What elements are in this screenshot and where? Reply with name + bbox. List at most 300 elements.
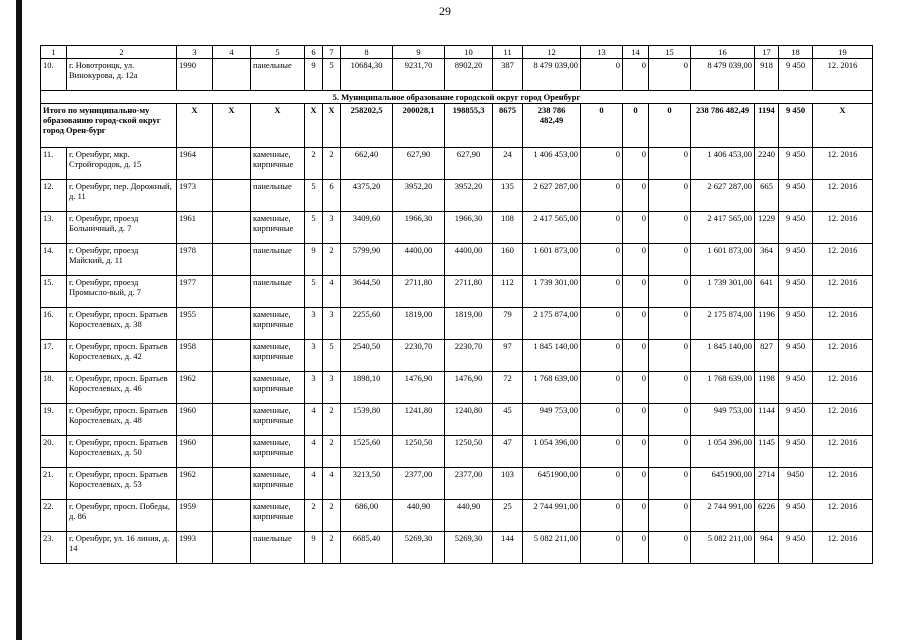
row-number: 12. [41, 180, 67, 212]
table-row [41, 212, 873, 244]
living-area-cell: 9231,70 [393, 59, 445, 91]
limit-cost-cell: 9 450 [779, 532, 813, 564]
local-budget-cell: 0 [649, 468, 691, 500]
table-row [41, 180, 873, 212]
fund-cell: 0 [581, 180, 623, 212]
column-number: 12 [523, 46, 581, 59]
column-number: 8 [341, 46, 393, 59]
material-cell: каменные, кирпичные [251, 372, 305, 404]
entrances-cell: 4 [323, 276, 341, 308]
table-row [41, 468, 873, 500]
residential-area-cell: 627,90 [445, 148, 493, 180]
total-value: 0 [581, 104, 623, 148]
address-cell: г. Оренбург, мкр. Стройгородок, д. 15 [67, 148, 177, 180]
budget-cell: 0 [623, 404, 649, 436]
cost-cell: 949 753,00 [523, 404, 581, 436]
column-number: 9 [393, 46, 445, 59]
cost-cell: 1 845 140,00 [523, 340, 581, 372]
year-cell: 1962 [177, 468, 213, 500]
address-cell: г. Оренбург, просп. Братьев Коростелевых, д. 53 [67, 468, 177, 500]
living-area-cell: 1250,50 [393, 436, 445, 468]
deadline-cell: 12. 2016 [813, 404, 873, 436]
living-area-cell: 1966,30 [393, 212, 445, 244]
deadline-cell: 12. 2016 [813, 244, 873, 276]
limit-cost-cell: 9 450 [779, 404, 813, 436]
row-number: 11. [41, 148, 67, 180]
column-number: 2 [67, 46, 177, 59]
floors-cell: 4 [305, 436, 323, 468]
entrances-cell: 2 [323, 532, 341, 564]
residential-area-cell: 1966,30 [445, 212, 493, 244]
table-row [41, 148, 873, 180]
total-area-cell: 662,40 [341, 148, 393, 180]
total-cost-cell: 1 054 396,00 [691, 436, 755, 468]
total-value: 1194 [755, 104, 779, 148]
column-number: 10 [445, 46, 493, 59]
unit-cost-cell: 641 [755, 276, 779, 308]
address-cell: г. Оренбург, проезд Майский, д. 11 [67, 244, 177, 276]
residential-area-cell: 1476,90 [445, 372, 493, 404]
floors-cell: 3 [305, 372, 323, 404]
year-cell: 1993 [177, 532, 213, 564]
residential-area-cell: 3952,20 [445, 180, 493, 212]
year-cell: 1962 [177, 372, 213, 404]
budget-cell: 0 [623, 372, 649, 404]
living-area-cell: 4400,00 [393, 244, 445, 276]
residential-area-cell: 2230,70 [445, 340, 493, 372]
address-cell: г. Оренбург, просп. Братьев Коростелевых, д. 38 [67, 308, 177, 340]
fund-cell: 0 [581, 372, 623, 404]
residents-cell: 387 [493, 59, 523, 91]
deadline-cell: 12. 2016 [813, 468, 873, 500]
total-area-cell: 2255,60 [341, 308, 393, 340]
entrances-cell: 2 [323, 148, 341, 180]
floors-cell: 5 [305, 276, 323, 308]
total-cost-cell: 2 417 565,00 [691, 212, 755, 244]
entrances-cell: 5 [323, 59, 341, 91]
total-area-cell: 3213,50 [341, 468, 393, 500]
residents-cell: 72 [493, 372, 523, 404]
living-area-cell: 2377,00 [393, 468, 445, 500]
cost-cell: 6451900,00 [523, 468, 581, 500]
limit-cost-cell: 9 450 [779, 276, 813, 308]
floors-cell: 9 [305, 59, 323, 91]
cost-cell: 1 601 873,00 [523, 244, 581, 276]
address-cell: г. Оренбург, просп. Братьев Коростелевых, д. 46 [67, 372, 177, 404]
address-cell: г. Оренбург, просп. Братьев Коростелевых, д. 50 [67, 436, 177, 468]
total-area-cell: 2540,50 [341, 340, 393, 372]
row-number: 21. [41, 468, 67, 500]
address-cell: г. Оренбург, просп. Братьев Коростелевых, д. 42 [67, 340, 177, 372]
deadline-cell: 12. 2016 [813, 180, 873, 212]
empty-cell [213, 372, 251, 404]
residential-area-cell: 4400,00 [445, 244, 493, 276]
table-row [41, 532, 873, 564]
fund-cell: 0 [581, 404, 623, 436]
residential-area-cell: 2377,00 [445, 468, 493, 500]
deadline-cell: 12. 2016 [813, 59, 873, 91]
residents-cell: 103 [493, 468, 523, 500]
fund-cell: 0 [581, 436, 623, 468]
cost-cell: 5 082 211,00 [523, 532, 581, 564]
unit-cost-cell: 1198 [755, 372, 779, 404]
total-value: 238 786 482,49 [523, 104, 581, 148]
budget-cell: 0 [623, 340, 649, 372]
local-budget-cell: 0 [649, 340, 691, 372]
total-value: 9 450 [779, 104, 813, 148]
deadline-cell: 12. 2016 [813, 532, 873, 564]
housing-register-table [40, 45, 873, 564]
row-number: 17. [41, 340, 67, 372]
total-value: 238 786 482,49 [691, 104, 755, 148]
budget-cell: 0 [623, 468, 649, 500]
fund-cell: 0 [581, 308, 623, 340]
total-cost-cell: 1 739 301,00 [691, 276, 755, 308]
limit-cost-cell: 9 450 [779, 212, 813, 244]
floors-cell: 3 [305, 340, 323, 372]
cost-cell: 2 175 874,00 [523, 308, 581, 340]
unit-cost-cell: 6226 [755, 500, 779, 532]
column-number: 16 [691, 46, 755, 59]
entrances-cell: 3 [323, 308, 341, 340]
year-cell: 1977 [177, 276, 213, 308]
budget-cell: 0 [623, 436, 649, 468]
cost-cell: 1 406 453,00 [523, 148, 581, 180]
unit-cost-cell: 1196 [755, 308, 779, 340]
residential-area-cell: 1250,50 [445, 436, 493, 468]
empty-cell [213, 59, 251, 91]
row-number: 14. [41, 244, 67, 276]
local-budget-cell: 0 [649, 212, 691, 244]
material-cell: каменные, кирпичные [251, 340, 305, 372]
budget-cell: 0 [623, 180, 649, 212]
cost-cell: 1 739 301,00 [523, 276, 581, 308]
local-budget-cell: 0 [649, 308, 691, 340]
address-cell: г. Оренбург, проезд Промысло-вый, д. 7 [67, 276, 177, 308]
total-area-cell: 1898,10 [341, 372, 393, 404]
cost-cell: 2 744 991,00 [523, 500, 581, 532]
address-cell: г. Новотроицк, ул. Винокурова, д. 12а [67, 59, 177, 91]
total-cost-cell: 2 627 287,00 [691, 180, 755, 212]
address-cell: г. Оренбург, пер. Дорожный, д. 11 [67, 180, 177, 212]
residents-cell: 25 [493, 500, 523, 532]
total-area-cell: 1525,60 [341, 436, 393, 468]
address-cell: г. Оренбург, ул. 16 линия, д. 14 [67, 532, 177, 564]
residential-area-cell: 1819,00 [445, 308, 493, 340]
row-number: 23. [41, 532, 67, 564]
floors-cell: 2 [305, 500, 323, 532]
fund-cell: 0 [581, 212, 623, 244]
unit-cost-cell: 665 [755, 180, 779, 212]
residents-cell: 45 [493, 404, 523, 436]
empty-cell [213, 148, 251, 180]
total-label: Итого по муниципально-му образованию город-ской округ город Орен-бург [41, 104, 177, 148]
floors-cell: 3 [305, 308, 323, 340]
row-number: 15. [41, 276, 67, 308]
material-cell: панельные [251, 180, 305, 212]
material-cell: каменные, кирпичные [251, 212, 305, 244]
budget-cell: 0 [623, 59, 649, 91]
material-cell: каменные, кирпичные [251, 404, 305, 436]
material-cell: каменные, кирпичные [251, 308, 305, 340]
budget-cell: 0 [623, 276, 649, 308]
empty-cell [213, 244, 251, 276]
deadline-cell: 12. 2016 [813, 500, 873, 532]
empty-cell [213, 500, 251, 532]
floors-cell: 2 [305, 148, 323, 180]
residential-area-cell: 8902,20 [445, 59, 493, 91]
column-number: 11 [493, 46, 523, 59]
total-cost-cell: 6451900,00 [691, 468, 755, 500]
total-value: X [251, 104, 305, 148]
fund-cell: 0 [581, 59, 623, 91]
column-number: 19 [813, 46, 873, 59]
material-cell: панельные [251, 532, 305, 564]
budget-cell: 0 [623, 500, 649, 532]
floors-cell: 5 [305, 180, 323, 212]
living-area-cell: 2711,80 [393, 276, 445, 308]
local-budget-cell: 0 [649, 276, 691, 308]
table-row [41, 59, 873, 91]
table-row [41, 404, 873, 436]
limit-cost-cell: 9 450 [779, 436, 813, 468]
limit-cost-cell: 9 450 [779, 180, 813, 212]
total-cost-cell: 8 479 039,00 [691, 59, 755, 91]
unit-cost-cell: 827 [755, 340, 779, 372]
living-area-cell: 1819,00 [393, 308, 445, 340]
total-cost-cell: 2 744 991,00 [691, 500, 755, 532]
limit-cost-cell: 9 450 [779, 244, 813, 276]
material-cell: каменные, кирпичные [251, 436, 305, 468]
cost-cell: 1 768 639,00 [523, 372, 581, 404]
entrances-cell: 5 [323, 340, 341, 372]
address-cell: г. Оренбург, проезд Больничный, д. 7 [67, 212, 177, 244]
local-budget-cell: 0 [649, 404, 691, 436]
limit-cost-cell: 9 450 [779, 148, 813, 180]
total-area-cell: 1539,80 [341, 404, 393, 436]
entrances-cell: 2 [323, 500, 341, 532]
column-number: 17 [755, 46, 779, 59]
entrances-cell: 3 [323, 372, 341, 404]
table-row [41, 276, 873, 308]
year-cell: 1959 [177, 500, 213, 532]
residents-cell: 108 [493, 212, 523, 244]
unit-cost-cell: 918 [755, 59, 779, 91]
row-number: 22. [41, 500, 67, 532]
floors-cell: 5 [305, 212, 323, 244]
table-row [41, 372, 873, 404]
cost-cell: 2 627 287,00 [523, 180, 581, 212]
residents-cell: 47 [493, 436, 523, 468]
material-cell: каменные, кирпичные [251, 500, 305, 532]
residents-cell: 144 [493, 532, 523, 564]
living-area-cell: 440,90 [393, 500, 445, 532]
total-value: 8675 [493, 104, 523, 148]
deadline-cell: 12. 2016 [813, 308, 873, 340]
budget-cell: 0 [623, 244, 649, 276]
limit-cost-cell: 9450 [779, 468, 813, 500]
year-cell: 1955 [177, 308, 213, 340]
local-budget-cell: 0 [649, 500, 691, 532]
total-area-cell: 3644,50 [341, 276, 393, 308]
budget-cell: 0 [623, 308, 649, 340]
empty-cell [213, 468, 251, 500]
total-cost-cell: 1 601 873,00 [691, 244, 755, 276]
address-cell: г. Оренбург, просп. Победы, д. 86 [67, 500, 177, 532]
year-cell: 1978 [177, 244, 213, 276]
row-number: 16. [41, 308, 67, 340]
total-value: X [305, 104, 323, 148]
deadline-cell: 12. 2016 [813, 436, 873, 468]
local-budget-cell: 0 [649, 372, 691, 404]
floors-cell: 4 [305, 468, 323, 500]
floors-cell: 4 [305, 404, 323, 436]
unit-cost-cell: 364 [755, 244, 779, 276]
local-budget-cell: 0 [649, 180, 691, 212]
residents-cell: 160 [493, 244, 523, 276]
local-budget-cell: 0 [649, 244, 691, 276]
empty-cell [213, 436, 251, 468]
row-number: 20. [41, 436, 67, 468]
total-area-cell: 10684,30 [341, 59, 393, 91]
column-number: 1 [41, 46, 67, 59]
unit-cost-cell: 964 [755, 532, 779, 564]
total-value: 198855,3 [445, 104, 493, 148]
local-budget-cell: 0 [649, 59, 691, 91]
entrances-cell: 6 [323, 180, 341, 212]
material-cell: панельные [251, 244, 305, 276]
deadline-cell: 12. 2016 [813, 212, 873, 244]
row-number: 19. [41, 404, 67, 436]
total-value: X [813, 104, 873, 148]
cost-cell: 2 417 565,00 [523, 212, 581, 244]
total-area-cell: 6685,40 [341, 532, 393, 564]
unit-cost-cell: 1145 [755, 436, 779, 468]
column-number: 18 [779, 46, 813, 59]
budget-cell: 0 [623, 148, 649, 180]
living-area-cell: 1476,90 [393, 372, 445, 404]
fund-cell: 0 [581, 276, 623, 308]
column-number: 6 [305, 46, 323, 59]
residents-cell: 97 [493, 340, 523, 372]
table-row [41, 436, 873, 468]
fund-cell: 0 [581, 340, 623, 372]
limit-cost-cell: 9 450 [779, 340, 813, 372]
limit-cost-cell: 9 450 [779, 500, 813, 532]
year-cell: 1960 [177, 436, 213, 468]
fund-cell: 0 [581, 148, 623, 180]
living-area-cell: 627,90 [393, 148, 445, 180]
fund-cell: 0 [581, 532, 623, 564]
living-area-cell: 2230,70 [393, 340, 445, 372]
deadline-cell: 12. 2016 [813, 276, 873, 308]
column-number: 13 [581, 46, 623, 59]
empty-cell [213, 308, 251, 340]
empty-cell [213, 180, 251, 212]
page-number: 29 [439, 4, 451, 18]
empty-cell [213, 404, 251, 436]
residential-area-cell: 440,90 [445, 500, 493, 532]
year-cell: 1973 [177, 180, 213, 212]
fund-cell: 0 [581, 244, 623, 276]
living-area-cell: 5269,30 [393, 532, 445, 564]
total-value: X [323, 104, 341, 148]
residents-cell: 112 [493, 276, 523, 308]
material-cell: панельные [251, 276, 305, 308]
fund-cell: 0 [581, 500, 623, 532]
residential-area-cell: 2711,80 [445, 276, 493, 308]
column-number: 5 [251, 46, 305, 59]
section-title: 5. Муниципальное образование городской округ город Оренбург [41, 91, 873, 104]
table-row [41, 340, 873, 372]
section-heading-row [41, 91, 873, 104]
column-number: 7 [323, 46, 341, 59]
entrances-cell: 3 [323, 212, 341, 244]
column-number: 3 [177, 46, 213, 59]
year-cell: 1960 [177, 404, 213, 436]
column-number: 14 [623, 46, 649, 59]
unit-cost-cell: 1144 [755, 404, 779, 436]
entrances-cell: 2 [323, 404, 341, 436]
row-number: 10. [41, 59, 67, 91]
empty-cell [213, 212, 251, 244]
living-area-cell: 1241,80 [393, 404, 445, 436]
total-cost-cell: 1 845 140,00 [691, 340, 755, 372]
limit-cost-cell: 9 450 [779, 308, 813, 340]
year-cell: 1964 [177, 148, 213, 180]
total-area-cell: 5799,90 [341, 244, 393, 276]
deadline-cell: 12. 2016 [813, 372, 873, 404]
total-value: X [177, 104, 213, 148]
year-cell: 1961 [177, 212, 213, 244]
empty-cell [213, 340, 251, 372]
total-value: 0 [623, 104, 649, 148]
local-budget-cell: 0 [649, 436, 691, 468]
deadline-cell: 12. 2016 [813, 340, 873, 372]
entrances-cell: 2 [323, 244, 341, 276]
limit-cost-cell: 9 450 [779, 59, 813, 91]
column-number-row [41, 46, 873, 59]
living-area-cell: 3952,20 [393, 180, 445, 212]
local-budget-cell: 0 [649, 532, 691, 564]
limit-cost-cell: 9 450 [779, 372, 813, 404]
residents-cell: 135 [493, 180, 523, 212]
total-row [41, 104, 873, 148]
deadline-cell: 12. 2016 [813, 148, 873, 180]
budget-cell: 0 [623, 532, 649, 564]
residential-area-cell: 1240,80 [445, 404, 493, 436]
total-value: 0 [649, 104, 691, 148]
unit-cost-cell: 1229 [755, 212, 779, 244]
fund-cell: 0 [581, 468, 623, 500]
floors-cell: 9 [305, 244, 323, 276]
entrances-cell: 4 [323, 468, 341, 500]
material-cell: каменные, кирпичные [251, 468, 305, 500]
material-cell: каменные, кирпичные [251, 148, 305, 180]
total-value: X [213, 104, 251, 148]
column-number: 15 [649, 46, 691, 59]
total-cost-cell: 2 175 874,00 [691, 308, 755, 340]
column-number: 4 [213, 46, 251, 59]
total-cost-cell: 1 406 453,00 [691, 148, 755, 180]
floors-cell: 9 [305, 532, 323, 564]
total-area-cell: 686,00 [341, 500, 393, 532]
total-value: 200028,1 [393, 104, 445, 148]
table-row [41, 500, 873, 532]
total-area-cell: 3409,60 [341, 212, 393, 244]
entrances-cell: 2 [323, 436, 341, 468]
cost-cell: 1 054 396,00 [523, 436, 581, 468]
